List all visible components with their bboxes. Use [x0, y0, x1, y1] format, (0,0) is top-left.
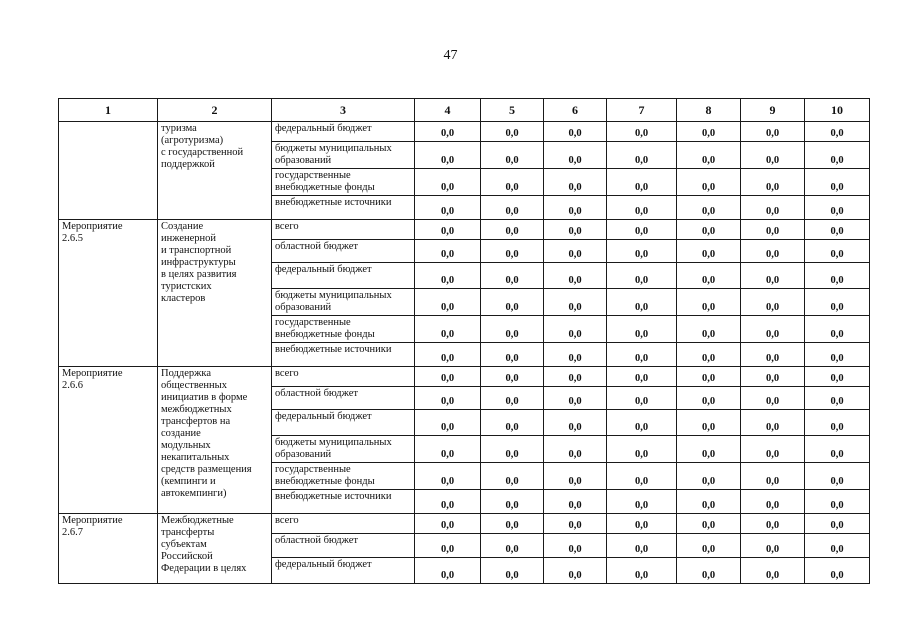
description-text: Поддержка общественных инициатив в форме межбюджетных трансфертов на создание модульных некапитальных средств размещения (кемпинги и автокемпинги)	[161, 368, 252, 499]
value-cell: 0,0	[741, 220, 805, 240]
column-header: 1	[59, 99, 158, 122]
value-cell: 0,0	[677, 289, 741, 316]
column-header: 5	[481, 99, 544, 122]
value-cell: 0,0	[415, 142, 481, 169]
value-cell: 0,0	[677, 387, 741, 410]
value-cell: 0,0	[544, 196, 607, 220]
value-cell: 0,0	[741, 169, 805, 196]
value-cell: 0,0	[805, 343, 870, 367]
event-cell	[59, 122, 158, 220]
value-cell: 0,0	[481, 367, 544, 387]
value-cell: 0,0	[607, 367, 677, 387]
description-text: Межбюджетные трансферты субъектам Российской Федерации в целях	[161, 515, 247, 574]
funding-source: федеральный бюджет	[272, 558, 415, 584]
value-cell: 0,0	[741, 534, 805, 558]
value-cell: 0,0	[677, 534, 741, 558]
value-cell: 0,0	[481, 263, 544, 289]
funding-source: внебюджетные источники	[272, 343, 415, 367]
description-text: Создание инженерной и транспортной инфраструктуры в целях развития туристских кластеров	[161, 221, 237, 304]
funding-source: внебюджетные источники	[272, 196, 415, 220]
funding-source: бюджеты муниципальных образований	[272, 289, 415, 316]
value-cell: 0,0	[607, 142, 677, 169]
value-cell: 0,0	[607, 514, 677, 534]
value-cell: 0,0	[607, 410, 677, 436]
table-body	[59, 122, 870, 584]
value-cell: 0,0	[481, 387, 544, 410]
value-cell: 0,0	[415, 490, 481, 514]
value-cell: 0,0	[677, 196, 741, 220]
value-cell: 0,0	[415, 343, 481, 367]
value-cell: 0,0	[805, 490, 870, 514]
value-cell: 0,0	[805, 463, 870, 490]
value-cell: 0,0	[741, 410, 805, 436]
funding-source: федеральный бюджет	[272, 122, 415, 142]
value-cell: 0,0	[805, 220, 870, 240]
table-row	[59, 122, 870, 142]
value-cell: 0,0	[481, 122, 544, 142]
value-cell: 0,0	[481, 343, 544, 367]
value-cell: 0,0	[805, 263, 870, 289]
value-cell: 0,0	[481, 463, 544, 490]
event-label: Мероприятие 2.6.7	[62, 515, 123, 538]
value-cell: 0,0	[805, 436, 870, 463]
value-cell: 0,0	[805, 367, 870, 387]
value-cell: 0,0	[741, 343, 805, 367]
description-cell	[158, 367, 272, 514]
value-cell: 0,0	[607, 387, 677, 410]
value-cell: 0,0	[544, 142, 607, 169]
value-cell: 0,0	[544, 240, 607, 263]
funding-source: государственные внебюджетные фонды	[272, 169, 415, 196]
value-cell: 0,0	[415, 410, 481, 436]
event-cell	[59, 367, 158, 514]
value-cell: 0,0	[415, 514, 481, 534]
value-cell: 0,0	[481, 490, 544, 514]
value-cell: 0,0	[415, 316, 481, 343]
value-cell: 0,0	[607, 289, 677, 316]
value-cell: 0,0	[741, 436, 805, 463]
value-cell: 0,0	[741, 463, 805, 490]
column-header: 3	[272, 99, 415, 122]
value-cell: 0,0	[544, 463, 607, 490]
event-cell	[59, 514, 158, 584]
value-cell: 0,0	[415, 534, 481, 558]
value-cell: 0,0	[544, 387, 607, 410]
column-header: 4	[415, 99, 481, 122]
value-cell: 0,0	[741, 387, 805, 410]
value-cell: 0,0	[677, 436, 741, 463]
value-cell: 0,0	[805, 240, 870, 263]
value-cell: 0,0	[607, 558, 677, 584]
column-header: 2	[158, 99, 272, 122]
value-cell: 0,0	[415, 436, 481, 463]
value-cell: 0,0	[805, 410, 870, 436]
value-cell: 0,0	[415, 289, 481, 316]
value-cell: 0,0	[805, 122, 870, 142]
value-cell: 0,0	[741, 558, 805, 584]
value-cell: 0,0	[481, 534, 544, 558]
value-cell: 0,0	[415, 196, 481, 220]
value-cell: 0,0	[741, 142, 805, 169]
value-cell: 0,0	[677, 122, 741, 142]
value-cell: 0,0	[481, 316, 544, 343]
value-cell: 0,0	[805, 534, 870, 558]
value-cell: 0,0	[544, 316, 607, 343]
column-header: 6	[544, 99, 607, 122]
value-cell: 0,0	[481, 240, 544, 263]
value-cell: 0,0	[805, 316, 870, 343]
value-cell: 0,0	[741, 514, 805, 534]
value-cell: 0,0	[741, 316, 805, 343]
value-cell: 0,0	[677, 169, 741, 196]
value-cell: 0,0	[481, 514, 544, 534]
value-cell: 0,0	[415, 263, 481, 289]
funding-source: всего	[272, 367, 415, 387]
funding-source: областной бюджет	[272, 387, 415, 410]
value-cell: 0,0	[544, 514, 607, 534]
value-cell: 0,0	[607, 490, 677, 514]
value-cell: 0,0	[741, 490, 805, 514]
funding-source: государственные внебюджетные фонды	[272, 316, 415, 343]
value-cell: 0,0	[607, 436, 677, 463]
description-cell	[158, 514, 272, 584]
value-cell: 0,0	[677, 142, 741, 169]
value-cell: 0,0	[481, 142, 544, 169]
value-cell: 0,0	[677, 220, 741, 240]
table-row	[59, 220, 870, 240]
value-cell: 0,0	[805, 387, 870, 410]
event-label: Мероприятие 2.6.6	[62, 368, 123, 391]
description-text: туризма (агротуризма) с государственной поддержкой	[161, 123, 244, 170]
value-cell: 0,0	[741, 240, 805, 263]
value-cell: 0,0	[607, 240, 677, 263]
value-cell: 0,0	[415, 367, 481, 387]
value-cell: 0,0	[544, 220, 607, 240]
value-cell: 0,0	[805, 558, 870, 584]
value-cell: 0,0	[481, 558, 544, 584]
value-cell: 0,0	[677, 410, 741, 436]
value-cell: 0,0	[805, 142, 870, 169]
column-header: 9	[741, 99, 805, 122]
value-cell: 0,0	[805, 169, 870, 196]
funding-source: областной бюджет	[272, 534, 415, 558]
value-cell: 0,0	[544, 436, 607, 463]
value-cell: 0,0	[741, 367, 805, 387]
value-cell: 0,0	[805, 196, 870, 220]
value-cell: 0,0	[607, 463, 677, 490]
value-cell: 0,0	[677, 514, 741, 534]
value-cell: 0,0	[741, 289, 805, 316]
table-row	[59, 514, 870, 534]
column-header: 10	[805, 99, 870, 122]
value-cell: 0,0	[544, 169, 607, 196]
column-header: 7	[607, 99, 677, 122]
value-cell: 0,0	[481, 410, 544, 436]
value-cell: 0,0	[415, 169, 481, 196]
value-cell: 0,0	[481, 436, 544, 463]
value-cell: 0,0	[544, 263, 607, 289]
header-row	[59, 99, 870, 122]
value-cell: 0,0	[607, 196, 677, 220]
value-cell: 0,0	[415, 463, 481, 490]
value-cell: 0,0	[544, 367, 607, 387]
value-cell: 0,0	[415, 240, 481, 263]
value-cell: 0,0	[544, 490, 607, 514]
table-row	[59, 367, 870, 387]
value-cell: 0,0	[677, 343, 741, 367]
value-cell: 0,0	[481, 169, 544, 196]
value-cell: 0,0	[481, 289, 544, 316]
column-header: 8	[677, 99, 741, 122]
value-cell: 0,0	[544, 289, 607, 316]
value-cell: 0,0	[607, 343, 677, 367]
value-cell: 0,0	[677, 490, 741, 514]
value-cell: 0,0	[607, 122, 677, 142]
funding-source: бюджеты муниципальных образований	[272, 436, 415, 463]
funding-source: всего	[272, 514, 415, 534]
value-cell: 0,0	[677, 263, 741, 289]
value-cell: 0,0	[481, 196, 544, 220]
page-number: 47	[443, 48, 458, 63]
value-cell: 0,0	[677, 316, 741, 343]
funding-source: всего	[272, 220, 415, 240]
funding-source: бюджеты муниципальных образований	[272, 142, 415, 169]
value-cell: 0,0	[677, 558, 741, 584]
value-cell: 0,0	[607, 316, 677, 343]
funding-source: государственные внебюджетные фонды	[272, 463, 415, 490]
value-cell: 0,0	[544, 410, 607, 436]
value-cell: 0,0	[741, 196, 805, 220]
value-cell: 0,0	[677, 463, 741, 490]
value-cell: 0,0	[607, 534, 677, 558]
event-label: Мероприятие 2.6.5	[62, 221, 123, 244]
funding-source: областной бюджет	[272, 240, 415, 263]
event-cell	[59, 220, 158, 367]
value-cell: 0,0	[544, 558, 607, 584]
value-cell: 0,0	[415, 122, 481, 142]
funding-source: внебюджетные источники	[272, 490, 415, 514]
description-cell	[158, 122, 272, 220]
value-cell: 0,0	[677, 240, 741, 263]
value-cell: 0,0	[415, 558, 481, 584]
value-cell: 0,0	[607, 220, 677, 240]
funding-source: федеральный бюджет	[272, 410, 415, 436]
value-cell: 0,0	[805, 289, 870, 316]
value-cell: 0,0	[481, 220, 544, 240]
value-cell: 0,0	[741, 122, 805, 142]
value-cell: 0,0	[805, 514, 870, 534]
value-cell: 0,0	[677, 367, 741, 387]
budget-table	[58, 98, 870, 584]
value-cell: 0,0	[415, 387, 481, 410]
funding-source: федеральный бюджет	[272, 263, 415, 289]
value-cell: 0,0	[741, 263, 805, 289]
value-cell: 0,0	[607, 169, 677, 196]
value-cell: 0,0	[544, 534, 607, 558]
value-cell: 0,0	[544, 343, 607, 367]
value-cell: 0,0	[607, 263, 677, 289]
value-cell: 0,0	[544, 122, 607, 142]
value-cell: 0,0	[415, 220, 481, 240]
description-cell	[158, 220, 272, 367]
